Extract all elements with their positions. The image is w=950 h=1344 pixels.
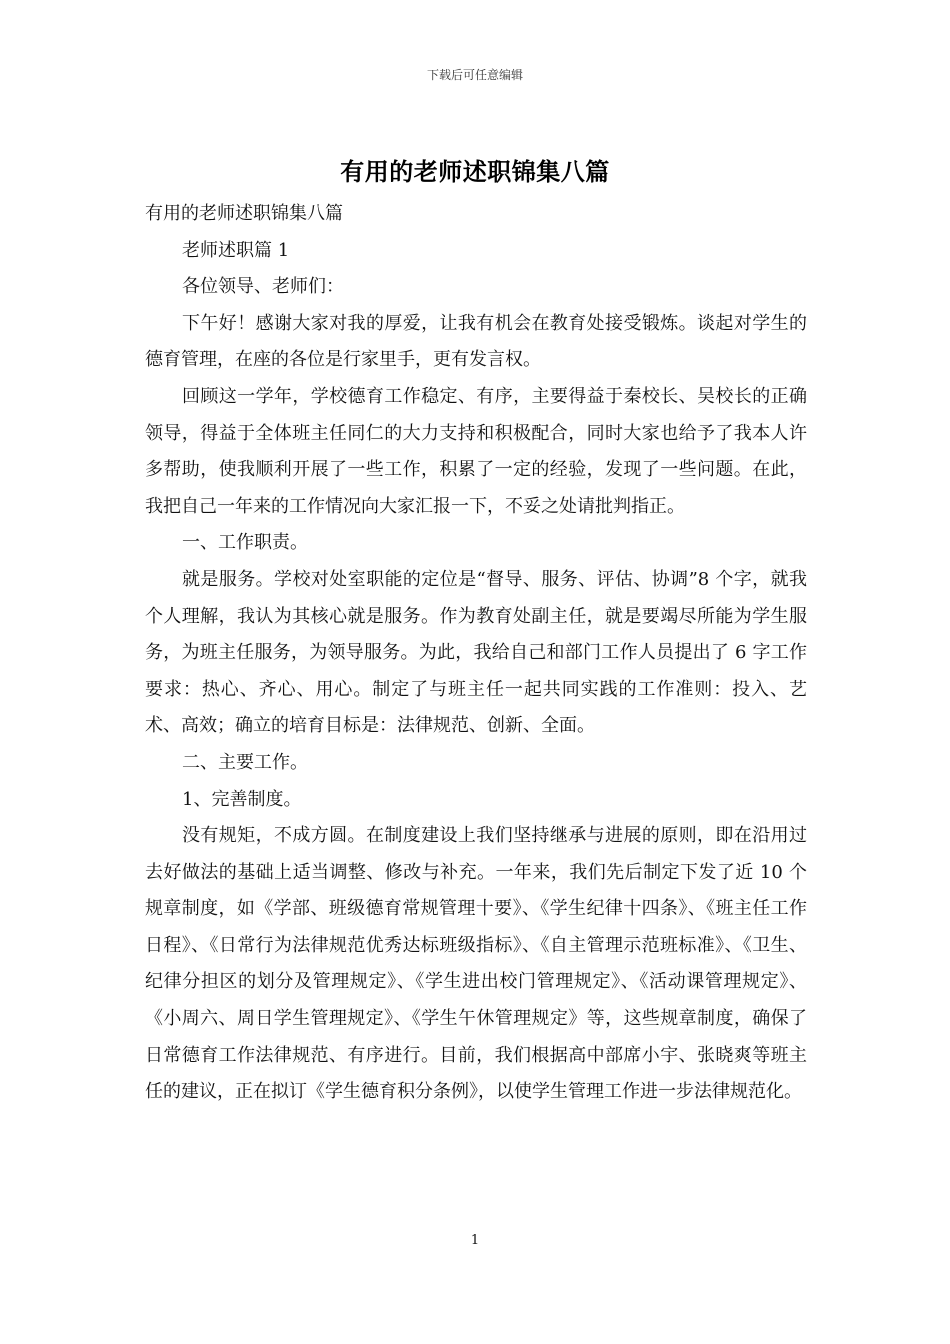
paragraph-section-heading: 老师述职篇 1 bbox=[182, 239, 290, 261]
document-title: 有用的老师述职锦集八篇 bbox=[340, 157, 610, 186]
header-note: 下载后可任意编辑 bbox=[426, 68, 523, 82]
paragraph-subheading: 1、完善制度。 bbox=[182, 788, 302, 810]
paragraph-salutation: 各位领导、老师们： bbox=[182, 276, 344, 298]
paragraph-heading: 一、工作职责。 bbox=[182, 532, 308, 554]
paragraph: 回顾这一学年，学校德育工作稳定、有序，主要得益于秦校长、吴校长的正确领导，得益于全体班主任同仁的大力支持和积极配合，同时大家也给予了我本人许多帮助，使我顺利开展了一些工作，积累了一定的经验，发现了一些问题。在此，我把自己一年来的工作情况向大家汇报一下，不妥之处请批判指正。 bbox=[145, 385, 807, 517]
paragraph-subtitle: 有用的老师述职锦集八篇 bbox=[145, 203, 343, 224]
paragraph: 就是服务。学校对处室职能的定位是“督导、服务、评估、协调”8 个字，就我个人理解，我认为其核心就是服务。作为教育处副主任，就是要竭尽所能为学生服务，为班主任服务，为领导服务。为此，我给自己和部门工作人员提出了 6 字工作要求：热心、齐心、用心。制定了与班主任一起共同实践的工作准则：投入、艺术、高效；确立的培育目标是：法律规范、创新、全面。 bbox=[145, 568, 807, 737]
paragraph-heading: 二、主要工作。 bbox=[182, 751, 308, 773]
paragraph: 下午好！感谢大家对我的厚爱，让我有机会在教育处接受锻炼。谈起对学生的德育管理，在座的各位是行家里手，更有发言权。 bbox=[145, 312, 807, 371]
document-body bbox=[145, 196, 807, 1111]
paragraph: 没有规矩，不成方圆。在制度建设上我们坚持继承与进展的原则，即在沿用过去好做法的基础上适当调整、修改与补充。一年来，我们先后制定下发了近 10 个规章制度，如《学部、班级德育常规管理十要》、《学生纪律十四条》、《班主任工作日程》、《日常行为法律规范优秀达标班级指标》、《自主管理示范班标准》、《卫生、纪律分担区的划分及管理规定》、《学生进出校门管理规定》、《活动课管理规定》、《小周六、周日学生管理规定》、《学生午休管理规定》等，这些规章制度，确保了日常德育工作法律规范、有序进行。目前，我们根据高中部席小宇、张晓爽等班主任的建议，正在拟订《学生德育积分条例》，以使学生管理工作进一步法律规范化。 bbox=[145, 825, 807, 1103]
page-number: 1 bbox=[470, 1233, 480, 1248]
